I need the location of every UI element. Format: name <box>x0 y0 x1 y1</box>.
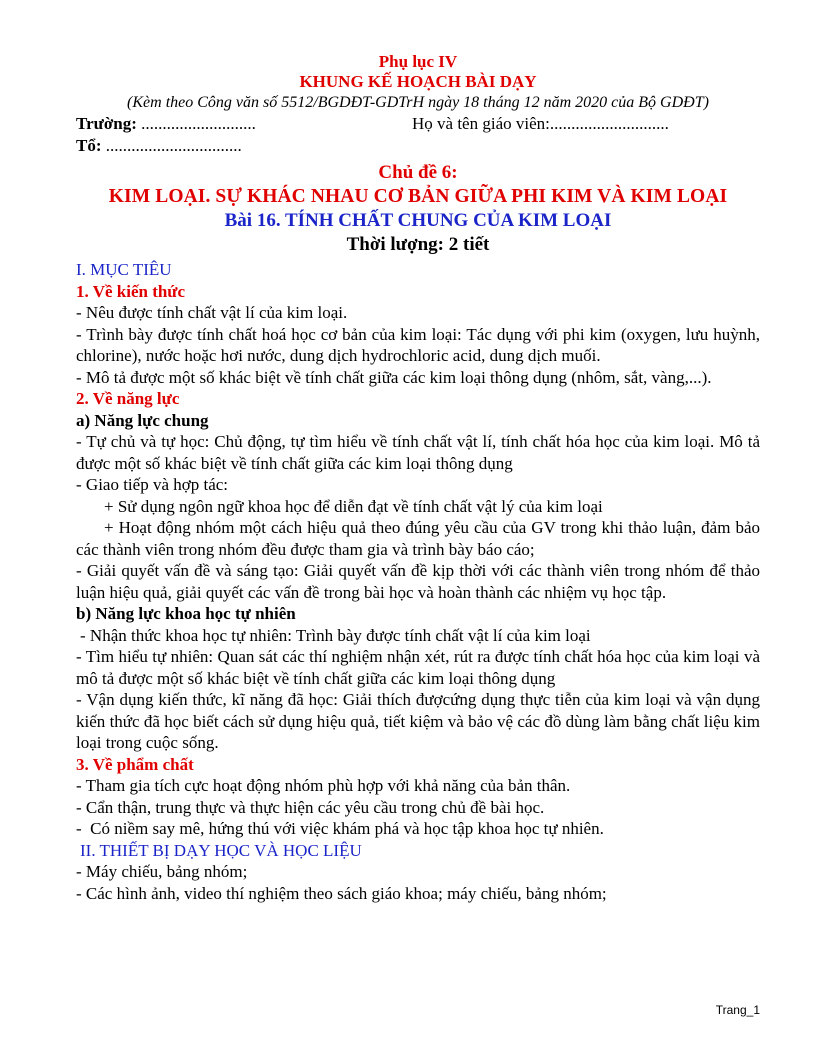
group-row <box>76 135 760 157</box>
appendix-label: Phụ lục IV <box>378 52 458 71</box>
general-competence-subitem: + Sử dụng ngôn ngữ khoa học để diễn đạt về tính chất vật lý của kim loại <box>104 496 603 516</box>
science-competence-heading: b) Năng lực khoa học tự nhiên <box>76 604 296 623</box>
equipment-item: - Các hình ảnh, video thí nghiệm theo sách giáo khoa; máy chiếu, bảng nhóm; <box>76 883 607 903</box>
document-page <box>76 52 760 904</box>
general-competence-item: - Giải quyết vấn đề và sáng tạo: Giải quyết vấn đề kịp thời với các thành viên trong nhóm để thảo luận hiệu quả, giải quyết các vấn đề trong bài học và hoàn thành các nhiệm vụ học tập. <box>76 561 760 602</box>
general-competence-item: - Giao tiếp và hợp tác: <box>76 475 229 494</box>
school-value: ........................... <box>136 114 256 133</box>
chapter-title: KIM LOẠI. SỰ KHÁC NHAU CƠ BẢN GIỮA PHI KIM VÀ KIM LOẠI <box>108 186 728 207</box>
section-2-heading: II. THIẾT BỊ DẠY HỌC VÀ HỌC LIỆU <box>80 840 362 860</box>
group-value: ................................ <box>101 136 242 155</box>
teacher-value: ............................ <box>549 114 669 133</box>
competence-heading: 2. Về năng lực <box>76 389 180 408</box>
quality-item: - Tham gia tích cực hoạt động nhóm phù hợp với khả năng của bản thân. <box>76 776 571 795</box>
general-competence-heading: a) Năng lực chung <box>76 410 209 430</box>
school-row <box>76 113 760 135</box>
equipment-item: - Máy chiếu, bảng nhóm; <box>76 862 248 881</box>
science-competence-item: - Nhận thức khoa học tự nhiên: Trình bày được tính chất vật lí của kim loại <box>80 625 591 645</box>
general-competence-item: - Tự chủ và tự học: Chủ động, tự tìm hiểu về tính chất vật lí, tính chất hóa học của kim loại. Mô tả được một số khác biệt về tính chất giữa các kim loại thông dụng <box>76 432 760 473</box>
quality-item: - Có niềm say mê, hứng thú với việc khám phá và học tập khoa học tự nhiên. <box>76 819 604 838</box>
science-competence-item: - Tìm hiểu tự nhiên: Quan sát các thí nghiệm nhận xét, rút ra được tính chất hóa học của kim loại và mô tả được một số khác biệt về tính chất giữa các kim loại thông dụng <box>76 647 760 688</box>
quality-item: - Cẩn thận, trung thực và thực hiện các yêu cầu trong chủ đề bài học. <box>76 797 545 817</box>
duration: Thời lượng: 2 tiết <box>346 234 490 255</box>
page-number: Trang_1 <box>715 1003 760 1017</box>
group-label: Tổ: <box>76 136 102 155</box>
lesson-title: Bài 16. TÍNH CHẤT CHUNG CỦA KIM LOẠI <box>224 210 612 231</box>
general-competence-subitem: + Hoạt động nhóm một cách hiệu quả theo đúng yêu cầu của GV trong khi thảo luận, đảm bảo các thành viên trong nhóm đều được tham gia và trình bày báo cáo; <box>76 518 760 559</box>
frame-title: KHUNG KẾ HOẠCH BÀI DẠY <box>299 72 537 91</box>
attached-note: (Kèm theo Công văn số 5512/BGDĐT-GDTrH ngày 18 tháng 12 năm 2020 của Bộ GDĐT) <box>127 94 709 111</box>
knowledge-item: - Trình bày được tính chất hoá học cơ bản của kim loại: Tác dụng với phi kim (oxygen, lưu huỳnh, chlorine), nước hoặc hơi nước, dung dịch hydrochloric acid, dung dịch muối. <box>76 324 760 365</box>
science-competence-item: - Vận dụng kiến thức, kĩ năng đã học: Giải thích đượcứng dụng thực tiễn của kim loại và vận dụng kiến thức đã học biết cách sử dụng hiệu quả, tiết kiệm và bảo vệ các đồ dùng làm bằng chất liệu kim loại trong cuộc sống. <box>76 690 760 752</box>
knowledge-heading: 1. Về kiến thức <box>76 281 186 301</box>
section-1-heading: I. MỤC TIÊU <box>76 260 172 279</box>
teacher-field <box>412 113 669 135</box>
school-label: Trường: <box>76 114 137 133</box>
quality-heading: 3. Về phẩm chất <box>76 754 194 774</box>
knowledge-item: - Mô tả được một số khác biệt về tính chất giữa các kim loại thông dụng (nhôm, sắt, vàng,...). <box>76 367 712 387</box>
knowledge-item: - Nêu được tính chất vật lí của kim loại. <box>76 303 348 322</box>
teacher-label: Họ và tên giáo viên: <box>412 114 550 133</box>
topic-title: Chủ đề 6: <box>378 162 458 183</box>
